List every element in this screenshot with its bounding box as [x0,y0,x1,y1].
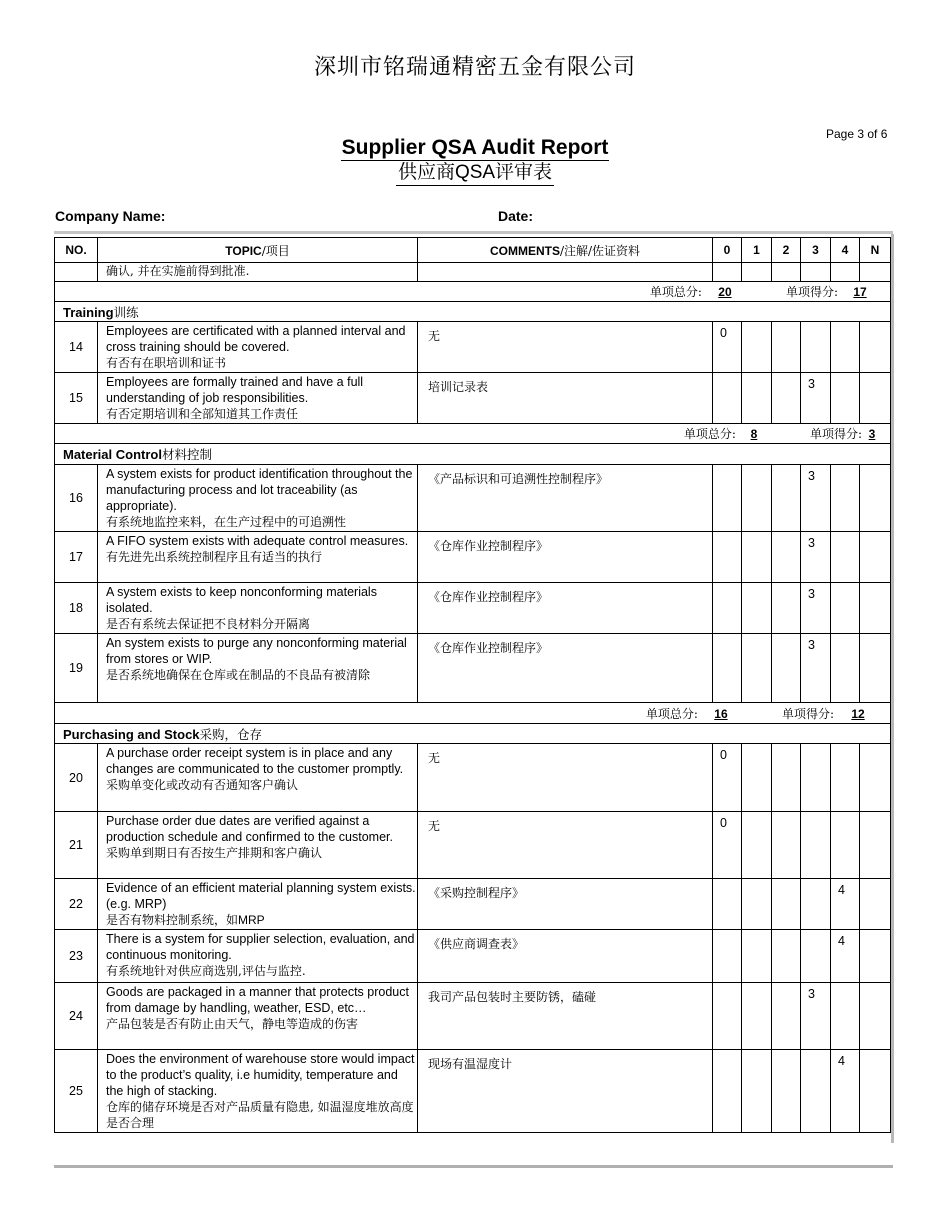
score-cell: 3 [801,465,831,532]
col-score-1: 1 [742,238,772,263]
col-score-0: 0 [713,238,742,263]
col-score-3: 3 [801,238,831,263]
report-title-en: Supplier QSA Audit Report [341,136,609,159]
table-row: 24 Goods are packaged in a manner that protects product from damage by handling, weather, ESD, etc… 产品包装是否有防止由天气，静电等造成的伤害 我司产品包装时主要防锈，磕碰 3 [55,983,891,1050]
summary-total: 16 [714,706,728,721]
table-row: 16 A system exists for product identification throughout the manufacturing process and lot traceability (as appropriate). 有系统地监控来料，在生产过程中的可追溯性 《产品标识和可追溯性控制程序》 3 [55,465,891,532]
table-row: 19 An system exists to purge any nonconforming material from stores or WIP. 是否系统地确保在仓库或在制品的不良品有被清除 《仓库作业控制程序》 3 [55,634,891,703]
date-label: Date: [498,208,534,224]
score-cell: 3 [801,983,831,1050]
col-score-4: 4 [831,238,860,263]
col-score-2: 2 [772,238,801,263]
table-row: 25 Does the environment of warehouse store would impact to the product’s quality, i.e humidity, temperature and the high of stacking. 仓库的储存环境是否对产品质量有隐患, 如温湿度堆放高度是否合理 现场有温湿度计 4 [55,1050,891,1133]
page-number: Page 3 of 6 [826,127,888,141]
audit-table [54,237,890,1133]
carryover-row [55,263,891,282]
section-purchasing: Purchasing and Stock采购，仓存 [55,724,891,744]
score-cell: 4 [831,1050,860,1133]
summary-row-prev: 单项总分: 20 单项得分: 17 [55,282,891,302]
table-row: 21 Purchase order due dates are verified against a production schedule and confirmed to the customer. 采购单到期日有否按生产排期和客户确认 无 0 [55,812,891,879]
score-cell: 3 [801,634,831,703]
section-training: Training训练 [55,302,891,322]
summary-row-training: 单项总分: 8 单项得分: 3 [55,424,891,444]
table-row: 23 There is a system for supplier selection, evaluation, and continuous monitoring. 有系统地针对供应商选别,评估与监控. 《供应商调查表》 4 [55,930,891,983]
score-cell: 3 [801,532,831,583]
table-row: 14 Employees are certificated with a planned interval and cross training should be covered. 有否有在职培训和证书 无 0 [55,322,891,373]
summary-score: 12 [851,706,865,721]
summary-row-material: 单项总分: 16 单项得分: 12 [55,703,891,724]
table-header-row [55,238,891,263]
summary-score: 3 [868,427,876,441]
score-cell: 0 [713,322,742,373]
report-title-cn: 供应商QSA评审表 [396,161,554,186]
col-topic: TOPIC/项目 [98,238,418,263]
bottom-rule [54,1165,893,1168]
summary-total: 20 [718,285,732,299]
company-title: 深圳市铭瑞通精密五金有限公司 [313,55,636,80]
summary-total: 8 [750,427,758,441]
company-name-label: Company Name: [55,208,166,224]
summary-score: 17 [853,285,867,299]
table-row: 22 Evidence of an efficient material planning system exists. (e.g. MRP) 是否有物料控制系统，如MRP 《采购控制程序》 4 [55,879,891,930]
col-no: NO. [55,238,98,263]
col-comments: COMMENTS/注解/佐证资料 [418,238,713,263]
table-row: 18 A system exists to keep nonconforming materials isolated. 是否有系统去保证把不良材料分开隔离 《仓库作业控制程序》 3 [55,583,891,634]
score-cell: 4 [831,879,860,930]
table-top-shadow [54,231,893,234]
carryover-text: 确认, 并在实施前得到批准. [106,264,250,278]
score-cell: 0 [713,744,742,812]
table-row: 17 A FIFO system exists with adequate control measures. 有先进先出系统控制程序且有适当的执行 《仓库作业控制程序》 3 [55,532,891,583]
score-cell: 0 [713,812,742,879]
col-score-n: N [860,238,891,263]
table-row: 20 A purchase order receipt system is in place and any changes are communicated to the customer promptly. 采购单变化或改动有否通知客户确认 无 0 [55,744,891,812]
score-cell: 4 [831,930,860,983]
table-row: 15 Employees are formally trained and have a full understanding of job responsibilities. 有否定期培训和全部知道其工作责任 培训记录表 3 [55,373,891,424]
score-cell: 3 [801,583,831,634]
report-title [0,135,950,186]
section-material: Material Control材料控制 [55,444,891,465]
score-cell: 3 [801,373,831,424]
